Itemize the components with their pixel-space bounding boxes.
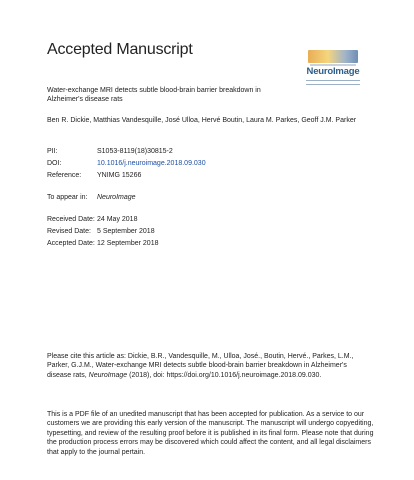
reference-label: Reference: bbox=[47, 172, 82, 179]
citation-prefix: Please cite this article as: Dickie, B.R., Vandesquille, M., Ulloa, José., Boutin, Hervé., Parkes, L.M., Parker, G.J.M., Water-exchange MRI detects subtle blood-brain barrier breakdown in Alzheimer's disease rats, bbox=[47, 353, 354, 379]
doi-label: DOI: bbox=[47, 160, 62, 167]
revised-date-label: Revised Date: bbox=[47, 228, 91, 235]
revised-date-value: 5 September 2018 bbox=[97, 228, 155, 235]
disclaimer-paragraph: This is a PDF file of an unedited manuscript that has been accepted for publication. As a service to our customers we are providing this early version of the manuscript. The manuscript will undergo copyediting, typesetting, and review of the resulting proof before it is published in its final form. Please note that during the production process errors may be discovered which could affect the content, and all legal disclaimers that apply to the journal pertain. bbox=[47, 411, 374, 456]
reference-value: YNIMG 15266 bbox=[97, 172, 142, 179]
journal-cover-graphic bbox=[308, 50, 358, 63]
citation-journal: NeuroImage bbox=[88, 371, 128, 379]
citation-paragraph bbox=[47, 352, 369, 380]
doi-link[interactable]: 10.1016/j.neuroimage.2018.09.030 bbox=[97, 160, 206, 167]
pii-value: S1053-8119(18)30815-2 bbox=[97, 148, 173, 155]
received-date-value: 24 May 2018 bbox=[97, 216, 138, 223]
received-date-label: Received Date: bbox=[47, 216, 95, 223]
accepted-date-label: Accepted Date: bbox=[47, 240, 95, 247]
article-title: Water-exchange MRI detects subtle blood-brain barrier breakdown in Alzheimer's disease rats bbox=[47, 87, 261, 104]
appear-in-label: To appear in: bbox=[47, 194, 88, 201]
journal-logo bbox=[302, 50, 364, 88]
journal-logo-name: NeuroImage bbox=[306, 66, 360, 77]
page-heading: Accepted Manuscript bbox=[47, 41, 193, 58]
citation-suffix: (2018), doi: https://doi.org/10.1016/j.neuroimage.2018.09.030. bbox=[127, 371, 322, 379]
appear-in-value: NeuroImage bbox=[97, 194, 136, 201]
author-list: Ben R. Dickie, Matthias Vandesquille, José Ulloa, Hervé Boutin, Laura M. Parkes, Geoff J.M. Parker bbox=[47, 117, 357, 124]
accepted-date-value: 12 September 2018 bbox=[97, 240, 159, 247]
pii-label: PII: bbox=[47, 148, 58, 155]
